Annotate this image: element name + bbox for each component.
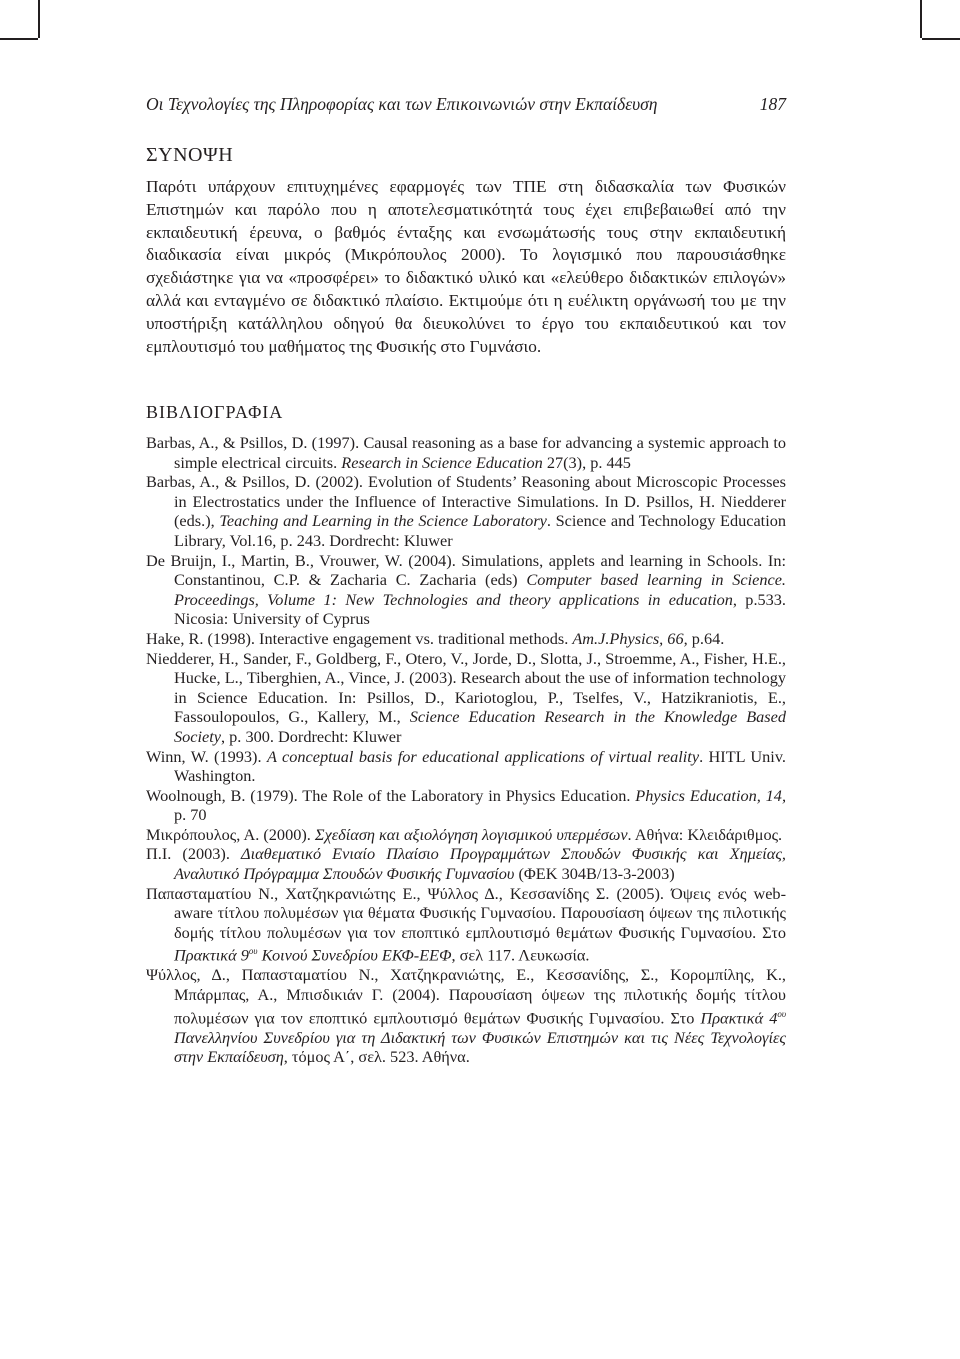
reference-item bbox=[146, 551, 786, 629]
crop-mark-top-right-horizontal bbox=[922, 38, 960, 40]
summary-paragraph: Παρότι υπάρχουν επιτυχημένες εφαρμογές των ΤΠΕ στη διδασκαλία των Φυσικών Επιστημών και παρόλο που η αποτελεσματικότητά τους έχει επιβεβαιωθεί από την εκπαιδευτική έρευνα, ο βαθμός ένταξης και ενσωμάτωσής τους στην εκπαιδευτική διαδικασία είναι μικρός (Μικρόπουλος 2000). Το λογισμικό που παρουσιάσθηκε σχεδιάστηκε για να «προσφέρει» το διδακτικό υλικό και «ελεύθερο διδακτικών επιλογών» αλλά και ενταγμένο σε διδακτικό πλαίσιο. Εκτιμούμε ότι η ευέλικτη οργάνωσή του με την υποστήριξη κατάλληλου οδηγού θα διευκολύνει το έργο του εκπαιδευτικού και τον εμπλουτισμό του μαθήματος της Φυσικής στο Γυμνάσιο. bbox=[146, 177, 786, 356]
reference-text: . Αθήνα: Κλειδάριθμος. bbox=[627, 824, 783, 844]
reference-item bbox=[146, 786, 786, 825]
reference-text: Barbas, A., & Psillos, D. (2002). Evolution of Students’ Reasoning about Microscopic Processes in Electrostatics under the Influence of Interactive Simulations. In D. Psillos, H. Niedderer (eds.), bbox=[146, 472, 786, 531]
reference-text: 27(3), p. 445 bbox=[542, 452, 631, 472]
reference-text: Π.Ι. (2003). bbox=[146, 844, 242, 864]
reference-text: , p.533. Nicosia: University of Cyprus bbox=[174, 589, 787, 629]
reference-italic-text: Teaching and Learning in the Science Laboratory bbox=[219, 511, 547, 531]
summary-heading: ΣΥΝΟΨΗ bbox=[146, 144, 234, 166]
reference-italic-text: A conceptual basis for educational applications of virtual reality bbox=[266, 746, 700, 766]
reference-italic-text: Σχεδίαση και αξιολόγηση λογισμικού υπερμέσων bbox=[314, 824, 628, 844]
reference-italic-text: Computer based learning in Science. Proceedings, Volume 1: New Technologies and theory applications in education bbox=[174, 570, 786, 609]
reference-list bbox=[146, 433, 786, 1067]
reference-text: (ΦΕΚ 304Β/13-3-2003) bbox=[514, 864, 675, 884]
reference-italic-text: Κοινού Συνεδρίου ΕΚΦ-ΕΕΦ bbox=[257, 945, 452, 965]
reference-text: , τόμος Α΄, σελ. 523. Αθήνα. bbox=[283, 1047, 470, 1067]
reference-italic-text: Physics Education, 14, bbox=[635, 785, 787, 805]
reference-item bbox=[146, 649, 786, 747]
reference-italic-text: Διαθεματικό Ενιαίο Πλαίσιο Προγραμμάτων Σπουδών Φυσικής και Χημείας, Αναλυτικό Πρόγραμμα Σπουδών Φυσικής Γυμνασίου bbox=[174, 844, 786, 884]
reference-text: . HITL Univ. Washington. bbox=[174, 746, 786, 786]
reference-italic-text: Research in Science Education bbox=[341, 452, 543, 472]
reference-text: p.64. bbox=[687, 628, 725, 648]
reference-text: De Bruijn, I., Martin, B., Vrouwer, W. (2004). Simulations, applets and learning in Schools. In: Constantinou, C.P. & Zacharia C. Zacharia (eds) bbox=[146, 550, 786, 590]
reference-text: Winn, W. (1993). bbox=[146, 746, 267, 766]
reference-item bbox=[146, 844, 786, 883]
reference-item bbox=[146, 433, 786, 472]
reference-text: Barbas, A., & Psillos, D. (1997). Causal reasoning as a base for advancing a systemic approach to simple electrical circuits. bbox=[146, 433, 786, 472]
crop-mark-top-right-vertical bbox=[920, 0, 922, 38]
reference-italic-text: Πρακτικά 4 bbox=[700, 1008, 778, 1028]
reference-text: Παπασταματίου Ν., Χατζηκρανιώτης Ε., Ψύλλος Δ., Κεσσανίδης Σ. (2005). Όψεις ενός web-aware τίτλου πολυμέσων για θέματα Φυσικής Γυμνασίου. Παρουσίαση όψεων της πιλοτικής δομής τίτλου πολυμέσων για τον εποπτικό εμπλουτισμό θεμάτων Φυσικής Γυμνασίου. Στο bbox=[146, 883, 786, 942]
reference-text: Ψύλλος, Δ., Παπασταματίου Ν., Χατζηκρανιώτης, Ε., Κεσσανίδης, Σ., Κορομπίλης, Κ., Μπάρμπας, Α., Μπισδικιάν Γ. (2004). Παρουσίαση όψεων της πιλοτικής δομής τίτλου πολυμέσων για τον εποπτικό εμπλουτισμό θεμάτων Φυσικής Γυμνασίου. Στο bbox=[146, 965, 786, 1028]
reference-item bbox=[146, 747, 786, 786]
crop-mark-top-left-horizontal bbox=[0, 38, 38, 40]
reference-item bbox=[146, 825, 786, 845]
reference-italic-text: ου bbox=[248, 946, 258, 957]
reference-italic-text: Πανελληνίου Συνεδρίου για τη Διδακτική των Φυσικών Επιστημών και τις Νέες Τεχνολογίες στην Εκπαίδευση bbox=[174, 1027, 786, 1067]
reference-italic-text: Πρακτικά 9 bbox=[174, 945, 249, 965]
reference-item bbox=[146, 472, 786, 550]
reference-text: Woolnough, B. (1979). The Role of the Laboratory in Physics Education. bbox=[146, 785, 636, 805]
bibliography-heading: ΒΙΒΛΙΟΓΡΑΦΙΑ bbox=[146, 402, 284, 422]
running-head bbox=[146, 94, 786, 118]
reference-text: Hake, R. (1998). Interactive engagement vs. traditional methods. bbox=[146, 628, 573, 648]
reference-text: , p. 300. Dordrecht: Kluwer bbox=[221, 726, 402, 746]
reference-text: Μικρόπουλος, Α. (2000). bbox=[146, 824, 315, 844]
reference-item bbox=[146, 629, 786, 649]
reference-italic-text: Am.J.Physics, 66, bbox=[572, 628, 688, 648]
crop-mark-top-left-vertical bbox=[38, 0, 40, 38]
reference-text: Niedderer, H., Sander, F., Goldberg, F., Otero, V., Jorde, D., Slotta, J., Stroemme, A., Fisher, H.E., Hucke, L., Tiberghien, A., Vince, J. (2003). Research about the use of information technology in Science Education. In: Psillos, D., Kariotoglou, P., Tselfes, V., Hatzikraniotis, E., Fassoulopoulos, G., Kallery, M., bbox=[146, 648, 786, 727]
reference-italic-text: ου bbox=[777, 1008, 786, 1019]
reference-italic-text: Science Education Research in the Knowledge Based Society bbox=[174, 707, 786, 746]
reference-text: p. 70 bbox=[174, 805, 207, 825]
reference-item bbox=[146, 884, 786, 966]
page-number: 187 bbox=[759, 94, 786, 114]
reference-text: . Science and Technology Education Library, Vol.16, p. 243. Dordrecht: Kluwer bbox=[174, 511, 787, 550]
reference-text: , σελ 117. Λευκωσία. bbox=[451, 945, 590, 965]
reference-item bbox=[146, 965, 786, 1066]
running-head-title: Οι Τεχνολογίες της Πληροφορίας και των Επικοινωνιών στην Εκπαίδευση bbox=[146, 94, 658, 114]
